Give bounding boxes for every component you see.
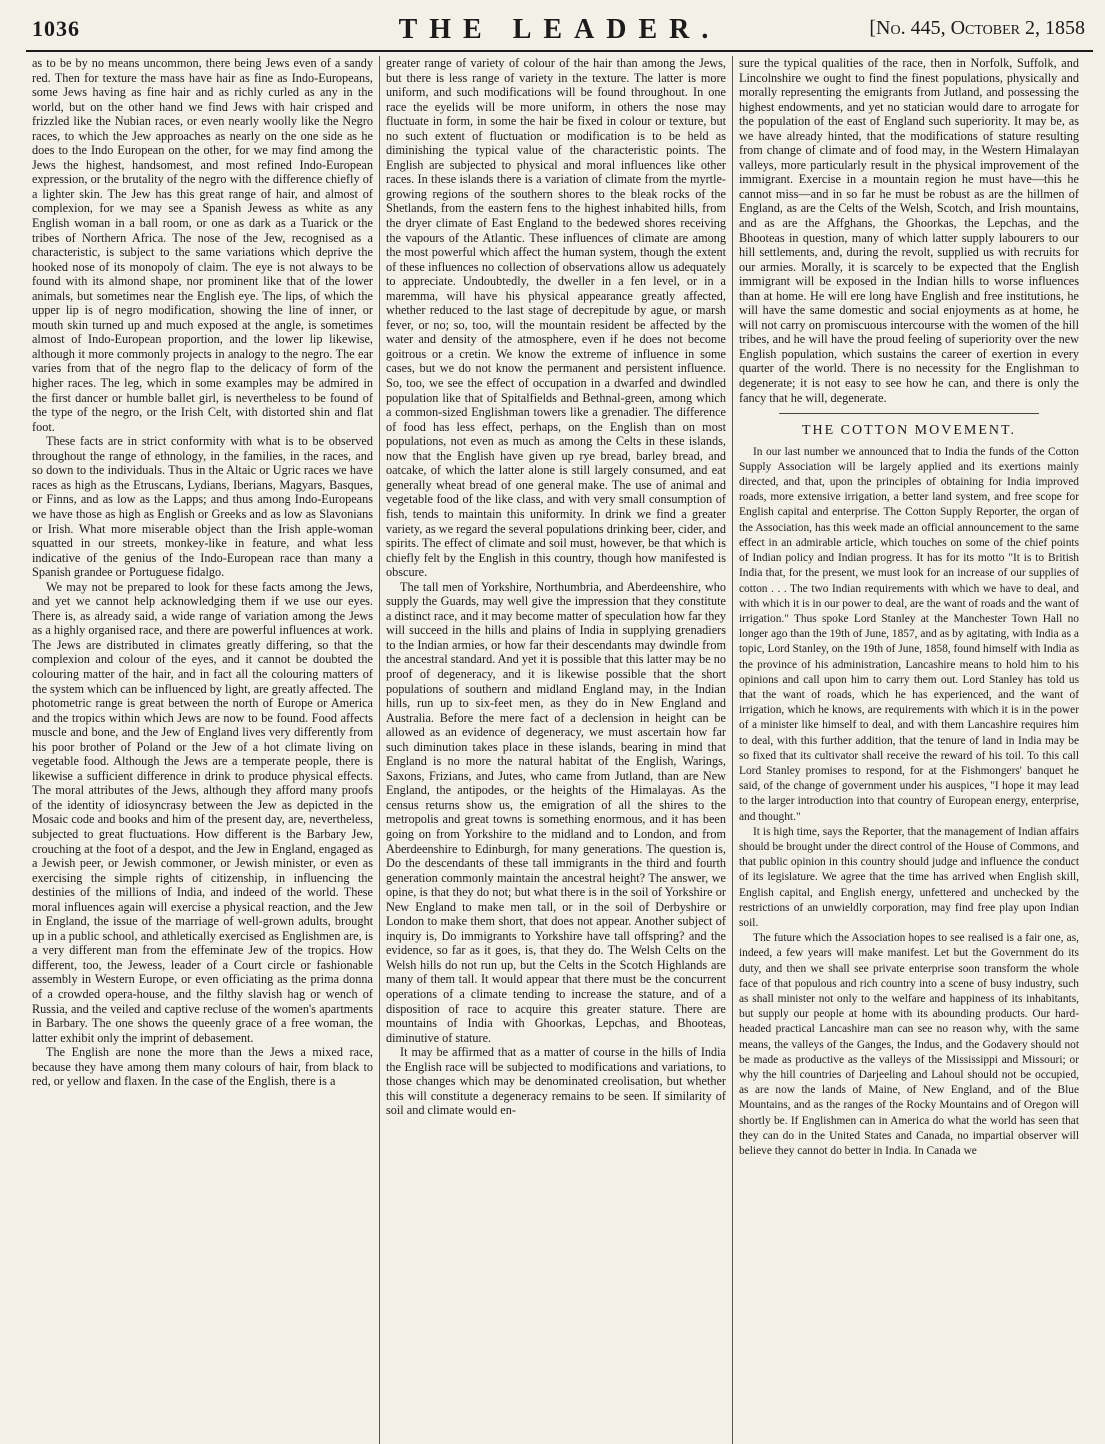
cotton-movement-article: [739, 445, 1079, 1160]
section-heading: THE COTTON MOVEMENT.: [801, 423, 1017, 439]
column-1-paragraph: We may not be prepared to look for these facts among the Jews, and yet we cannot help acknowledging them if we use our eyes. There is, as already said, a wide range of variation among the Jews as a highly organised race, and there are powerful influences at work. The Jews are distributed in climates greatly differing, so that the complexion and colour of the eyes, and it cannot be doubted the colouring matter of the hair, and in fact all the colouring matters of the system which can be influenced by light, are greatly affected. The photometric range is great between the north of Europe or America and the tropics within which Jews are now to be found. Food affects muscle and bone, and the Jew of England lives very differently from his poor brother of Poland or the Jew of a hot climate living on vegetable food. Although the Jews are a temperate people, there is likewise a sufficient difference in drink to produce physical effects. The moral attributes of the Jews, although they afford many proofs of the identity of idiosyncrasy between the Jew as depicted in the Mosaic code and books and him of the present day, are, nevertheless, subjected to great fluctuations. How different is the Barbary Jew, crouching at the foot of a despot, and the Jew in England, engaged as a Jewish peer, or Jewish commoner, or Jewish minister, or even as exercising the simple rights of citizenship, in influencing the destinies of the millions of India, and indeed of the world. These moral influences again will exercise a physical reaction, and the Jew in England, the issue of the marriage of well-grown adults, brought up in a public school, and athletically exercised as Englishmen are, is a very different man from the effeminate Jew of the tropics. How different, too, the Jewess, leader of a Court circle or fashionable assembly in Western Europe, or even officiating as the prima donna of a crowded opera-house, and the filthy slavish hag or wench of Russia, and the veiled and captive recluse of the women's apartments in Barbary. The one shows the queenly grace of a free woman, the latter exhibit only the imprint of debasement.: [32, 579, 373, 1045]
column-1-paragraph: The English are none the more than the Jews a mixed race, because they have among them many colours of hair, from black to red, or yellow and flaxen. In the case of the English, there is a: [32, 1045, 373, 1089]
article-paragraph: The future which the Association hopes to see realised is a fair one, as, indeed, a few years will make manifest. Let but the Government do its duty, and then we shall see private enterprise soon transform the whole face of that populous and rich country into a scene of busy industry, such as shall minister not only to the welfare and happiness of its inhabitants, but supply our people at home with its abounding products. Our hard-headed practical Lancashire man can see no reason why, with the same means, the valleys of the Ganges, the Indus, and the Godavery should not be made as productive as the valleys of the Mississippi and Missouri; or why the hill countries of Darjeeling and Lahoul should not be occupied, as are now the lands of Maine, of New England, and of the Blue Mountains, and as the ranges of the Rocky Mountains and of Oregon will shortly be. If Englishmen can in America do what the world has seen that they can do in the United States and Canada, no impartial observer will believe they cannot do better in India. In Canada we: [739, 932, 1079, 1158]
column-1-paragraph: These facts are in strict conformity with what is to be observed throughout the range of ethnology, in the families, in the races, and so down to the individuals. Thus in the Altaic or Ugric races we have races as high as the Etruscans, Lydians, Iberians, Magyars, Basques, or Finns, and as low as the Lapps; and thus among Indo-Europeans we have those as high as English or Greeks and as low as Slavonians or Irish. What more miserable object than the Irish apple-woman squatted in our streets, monkey-like in feature, and what less indicative of the genius of the Indo-European race than many a Spanish grandee or Portuguese fidalgo.: [32, 434, 373, 580]
column-1-paragraph: as to be by no means uncommon, there being Jews even of a sandy red. Then for texture the mass have hair as fine as Indo-Europeans, some Jews having as fine hair and as richly curled as any in the world, but on the other hand we find Jews with hair crisped and frizzled like the Nubian races, or even nearly woolly like the Negro races, to which the Jew approaches as nearly on the one side as he does to the Indo European on the other, for we may find among the Jews the highest, handsomest, and most refined Indo-European expression, or the brutality of the negro with the difference chiefly of a lighter skin. The Jew has this great range of hair, and almost of complexion, for we may see a Spanish Jewess as white as any English woman in a ball room, or one as dark as a Tuarick or the tribes of Northern Africa. The nose of the Jew, recognised as a characteristic, is subject to the same variations which deprive the hooked nose of its monopoly of claim. The eye is not always to be found with its almond shape, nor prominent like that of the lower animals, but sometimes near the English eye. The lips, of which the upper lip is of negro modification, showing the line of inner, or mouth skin turned up and much exposed at the angle, is sometimes almost of Indo-European proportion, and the lower lip likewise, although it more commonly projects in analogy to the negro. The ear varies from that of the negro flap to the delicacy of form of the higher races. The leg, which in some examples may be admired in the first dancer or humble ballet girl, is nevertheless to be found of the type of the negro, or the Irish Celt, with distorted shin and flat foot.: [32, 56, 373, 434]
paper-title: THE LEADER.: [398, 14, 721, 45]
column-2-paragraph: The tall men of Yorkshire, Northumbria, and Aberdeenshire, who supply the Guards, may well give the impression that they constitute a distinct race, and it may become matter of speculation how far they will succeed in the hills and plains of India in supplying grenadiers to the Indian armies, or how far their descendants may dwindle from the ancestral standard. And yet it is possible that this latter may be no proof of degeneracy, and it is likewise possible that the short populations of southern and midland England may, in the Indian hills, run up to six-feet men, as they do in New England and Australia. Before the mere fact of a declension in height can be allowed as an evidence of degeneracy, we must ascertain how far such diminution takes place in these islands, bearing in mind that England is no more the natural habitat of the English, Warings, Saxons, Frizians, and Jutes, who came from Jutland, than are New England, the antipodes, or the heights of the Himalayas. As the census returns show us, the emigration of all the shires to the metropolis and great towns is something enormous, and it has been going on from Yorkshire to the midland and to London, and from Aberdeenshire to Edinburgh, for many generations. The question is, Do the descendants of these tall immigrants in the third and fourth generation commonly maintain the ancestral height? The answer, we opine, is that they do not; but what there is in the soil of Yorkshire or New England to make men tall, or in the soil of Derbyshire or London to make them short, that does not appear. Another subject of inquiry is, Do immigrants to Yorkshire have tall offspring? and the evidence, so far as it goes, is, that they do. The Welsh Celts on the Welsh hills do not run up, but the Celts in the Scotch Highlands are many of them tall. It would appear that there must be the concurrent operations of a climate tending to increase the stature, and of a disposition of race to acquire this greater stature. There are mountains of India with Ghoorkas, Lepchas, and Bhooteas, diminutive of stature.: [386, 579, 726, 1045]
issue-info: [No. 445, October 2, 1858: [869, 17, 1085, 39]
column-1: [26, 56, 379, 1444]
article-paragraph: In our last number we announced that to India the funds of the Cotton Supply Association will be largely applied and its exertions mainly directed, and that, upon the principles of obtaining for India improved roads, more extensive irrigation, a better land system, and free scope for English capital and enterprise. The Cotton Supply Reporter, the organ of the Association, has this week made an official announcement to the same effect in an admirable article, which touches on some of the chief points of Indian policy and Indian progress. It has for its motto "It is to British India that, for the present, we must look for an increase of our supplies of cotton . . . The two Indian requirements with which we have to deal, and with which it is in our power to deal, are the want of roads and the want of irrigation." Thus spoke Lord Stanley at the Manchester Town Hall no longer ago than the 19th of June, 1857, and as by agitating, with India as a topic, Lord Stanley, on the 19th of June, 1858, found himself with India as the province of his administration, Lancashire means to hold him to his opinions and call upon him to carry them out. Lord Stanley has told us that the want of roads, which he has experienced, and the want of irrigation, which he knows, are requirements with which it is in the power of a minister like himself to deal, and with them Lancashire requires him to deal, with this further addition, that the tenure of land in India may be so fixed that its cultivator shall receive the reward of his toil. To this call Lord Stanley promises to respond, for at the Fishmongers' banquet he said, of the change of government under his auspices, "I hope it may lead to the larger introduction into that country of European energy, enterprise, and thought.": [739, 445, 1079, 823]
column-3: [732, 56, 1085, 1444]
column-2-paragraph: It may be affirmed that as a matter of course in the hills of India the English race will be subjected to modifications and variations, to those changes which may be denominated creolisation, but whether this will constitute a degeneracy remains to be seen. If similarity of soil and climate would en-: [386, 1045, 726, 1118]
section-divider: [779, 413, 1039, 414]
page-number: 1036: [32, 16, 80, 41]
column-2: [379, 56, 732, 1444]
masthead: [26, 14, 1093, 52]
column-3-paragraph: sure the typical qualities of the race, then in Norfolk, Suffolk, and Lincolnshire we ought to find the finest populations, physically and morally representing the emigrants from Jutland, and possessing the highest endowments, and yet no statician would dare to arrogate for the population of the east of England such superiority. It may be, as we have already hinted, that the modifications of stature resulting from change of climate and of food may, in the Western Himalayan valleys, more particularly result in the physical improvement of the immigrant. Exercise in a mountain region he must have—this he cannot miss—and in so far he must be robust as are the hillmen of England, as are the Celts of the Welsh, Scotch, and Irish mountains, and as are the Affghans, the Ghoorkas, the Lepchas, and the Bhooteas in question, many of which latter supply labourers to our hill settlements, and, during the revolt, supplied us with recruits for our armies. Morally, it is scarcely to be expected that the English immigrant will be exposed in the Indian hills to worse influences than at home. He will ere long have English and free institutions, he will have the same domestic and social enjoyments as at home, he will not carry on promiscuous intercourse with the women of the hill tribes, and he will have the proud feeling of superiority over the new English population, which sustains the career of exertion in every quarter of the world. There is no necessity for the Englishman to degenerate; it is not easy to see how he can, and there is only the fancy that he will, degenerate.: [739, 56, 1079, 405]
column-2-paragraph: greater range of variety of colour of the hair than among the Jews, but there is less range of variety in the texture. The latter is more uniform, and such modifications will be found throughout. In one race the eyelids will be more uniform, in others the nose may fluctuate in form, in some the hair be fixed in colour or texture, but no such extent of fluctuation or modification is to be held as diminishing the typical value of the characteristic points. The English are subjected to physical and moral influences like other races. In these islands there is a variation of climate from the myrtle-growing regions of the southern shores to the bleak rocks of the Shetlands, from the eastern fens to the highest inhabited hills, from the dryer climate of East England to the bedewed shores receiving the vapours of the Atlantic. These influences of climate are among the most powerful which affect the human system, though the extent of these influences no collection of observations allow us adequately to appreciate. Undoubtedly, the dweller in a fen level, or in a maremma, will have his physical appearance greatly affected, whether reduced to the last stage of decrepitude by ague, or marsh fever, or no; so, too, will the mountain resident be affected by the water and density of the atmosphere, even if he does not become goitrous or a cretin. We know the extreme of influence in some cases, but we do not know the permanent and persistent influence. So, too, we see the effect of occupation in a dwarfed and dwindled population like that of Spitalfields and Bethnal-green, among which a common-sized Englishman towers like a grenadier. The difference of food has less effect, perhaps, on the English than on most populations, not even as much as among the Celts in these islands, now that the English have given up rye bread, barley bread, and oatcake, of which the latter alone is still largely consumed, and eat generally wheat bread of one general make. The use of animal and vegetable food of the like class, and with very small consumption of fish, tends to maintain this uniformity. In drink we find a greater variety, as we regard the several populations drinking beer, cider, and spirits. The effect of climate and soil must, however, be that which is chiefly felt by the English in this country, though how manifested is obscure.: [386, 56, 726, 580]
columns: [26, 56, 1093, 1444]
article-paragraph: It is high time, says the Reporter, that the management of Indian affairs should be brought under the direct control of the House of Commons, and that public opinion in this country should judge and influence the conduct of its legislature. We agree that the time has arrived when English skill, English capital, and English energy, unfettered and unchecked by the restrictions of an unwieldly corporation, may find free play upon Indian soil.: [739, 825, 1079, 929]
